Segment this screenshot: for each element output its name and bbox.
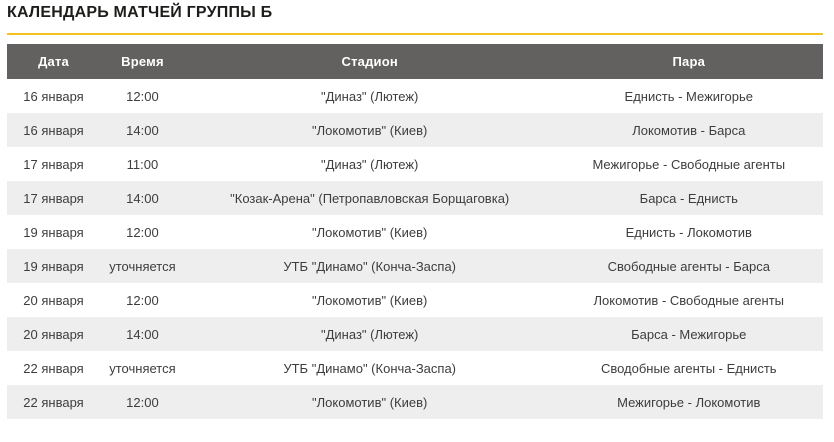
table-body <box>7 79 823 419</box>
cell-pair: Сводобные агенты - Еднисть <box>600 360 777 376</box>
table-row <box>7 283 823 317</box>
table-header <box>7 44 823 79</box>
cell-stadium: "Локомотив" (Киев) <box>312 224 428 240</box>
table-row <box>7 181 823 215</box>
cell-stadium: УТБ "Динамо" (Конча-Заспа) <box>283 258 457 274</box>
cell-pair: Локомотив - Барса <box>632 122 746 138</box>
cell-date: 22 января <box>23 394 84 410</box>
cell-date: 17 января <box>23 156 84 172</box>
cell-pair: Локомотив - Свободные агенты <box>593 292 784 308</box>
cell-pair: Барса - Межигорье <box>631 326 747 342</box>
cell-time: 14:00 <box>126 190 159 206</box>
table-row <box>7 147 823 181</box>
cell-date: 22 января <box>23 360 84 376</box>
table-row <box>7 215 823 249</box>
table-row <box>7 113 823 147</box>
cell-time: 14:00 <box>126 122 159 138</box>
table-row <box>7 351 823 385</box>
cell-time: 14:00 <box>126 326 159 342</box>
cell-pair: Еднисть - Межигорье <box>624 88 753 104</box>
cell-time: 11:00 <box>126 156 159 172</box>
cell-date: 20 января <box>23 326 84 342</box>
cell-time: уточняется <box>109 258 176 274</box>
cell-date: 16 января <box>23 122 84 138</box>
table-row <box>7 385 823 419</box>
cell-stadium: "Козак-Арена" (Петропавловская Борщаговка) <box>230 190 510 206</box>
cell-pair: Барса - Еднисть <box>639 190 738 206</box>
column-header-stadium: Стадион <box>185 44 555 79</box>
cell-pair: Межигорье - Свободные агенты <box>592 156 786 172</box>
cell-stadium: "Диназ" (Лютеж) <box>321 88 419 104</box>
cell-stadium: УТБ "Динамо" (Конча-Заспа) <box>283 360 457 376</box>
table-row <box>7 317 823 351</box>
cell-stadium: "Диназ" (Лютеж) <box>321 156 419 172</box>
match-schedule-table <box>7 44 823 419</box>
cell-time: уточняется <box>109 360 176 376</box>
cell-date: 20 января <box>23 292 84 308</box>
cell-time: 12:00 <box>126 88 159 104</box>
column-header-pair: Пара <box>555 44 823 79</box>
cell-time: 12:00 <box>126 292 159 308</box>
accent-divider <box>7 33 823 35</box>
cell-stadium: "Локомотив" (Киев) <box>312 292 428 308</box>
column-header-date: Дата <box>7 44 100 79</box>
table-header-row <box>7 44 823 79</box>
cell-date: 19 января <box>23 258 84 274</box>
cell-date: 17 января <box>23 190 84 206</box>
cell-pair: Межигорье - Локомотив <box>617 394 761 410</box>
cell-pair: Еднисть - Локомотив <box>625 224 752 240</box>
cell-stadium: "Локомотив" (Киев) <box>312 394 428 410</box>
cell-pair: Свободные агенты - Барса <box>607 258 770 274</box>
column-header-time: Время <box>100 44 185 79</box>
table-row <box>7 249 823 283</box>
cell-stadium: "Локомотив" (Киев) <box>312 122 428 138</box>
page-title: КАЛЕНДАРЬ МАТЧЕЙ ГРУППЫ Б <box>7 4 273 21</box>
cell-time: 12:00 <box>126 394 159 410</box>
cell-stadium: "Диназ" (Лютеж) <box>321 326 419 342</box>
cell-date: 19 января <box>23 224 84 240</box>
cell-time: 12:00 <box>126 224 159 240</box>
cell-date: 16 января <box>23 88 84 104</box>
table-row <box>7 79 823 113</box>
